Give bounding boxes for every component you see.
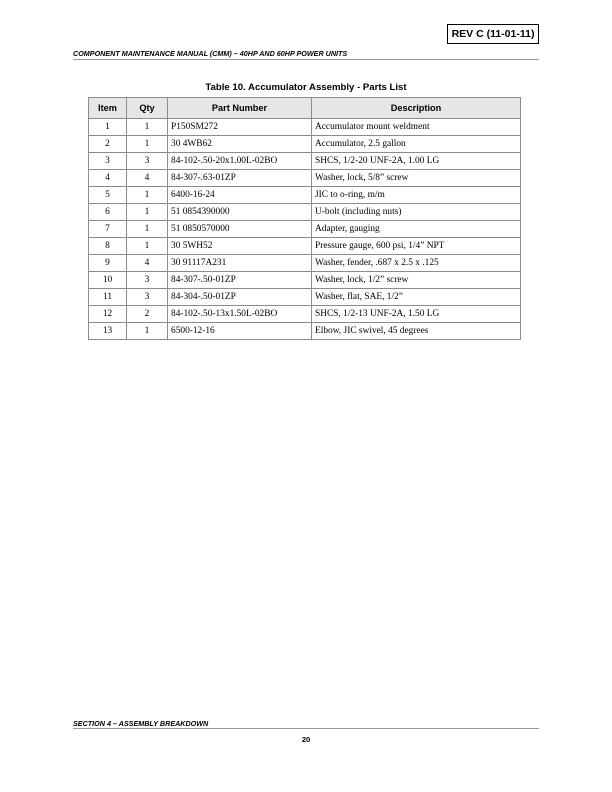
table-row xyxy=(89,272,521,289)
column-header-description: Description xyxy=(312,98,521,119)
item-cell: 9 xyxy=(89,255,127,272)
table-row xyxy=(89,323,521,340)
part-number-cell: P150SM272 xyxy=(168,119,312,136)
part-number-cell: 30 4WB62 xyxy=(168,136,312,153)
item-cell: 5 xyxy=(89,187,127,204)
part-number-cell: 84-102-.50-20x1.00L-02BO xyxy=(168,153,312,170)
part-number-cell: 30 5WH52 xyxy=(168,238,312,255)
part-number-cell: 84-307-.50-01ZP xyxy=(168,272,312,289)
item-cell: 11 xyxy=(89,289,127,306)
item-cell: 10 xyxy=(89,272,127,289)
table-row xyxy=(89,119,521,136)
qty-cell: 3 xyxy=(127,272,168,289)
item-cell: 6 xyxy=(89,204,127,221)
item-cell: 4 xyxy=(89,170,127,187)
column-header-item: Item xyxy=(89,98,127,119)
qty-cell: 1 xyxy=(127,221,168,238)
table-header-row xyxy=(89,98,521,119)
qty-cell: 1 xyxy=(127,187,168,204)
table-row xyxy=(89,204,521,221)
table-row xyxy=(89,306,521,323)
part-number-cell: 30 91117A231 xyxy=(168,255,312,272)
part-number-cell: 6400-16-24 xyxy=(168,187,312,204)
item-cell: 12 xyxy=(89,306,127,323)
table-caption: Table 10. Accumulator Assembly - Parts List xyxy=(205,82,407,93)
table-row xyxy=(89,221,521,238)
item-cell: 2 xyxy=(89,136,127,153)
page-number: 20 xyxy=(301,735,311,744)
item-cell: 3 xyxy=(89,153,127,170)
description-cell: Accumulator, 2.5 gallon xyxy=(312,136,521,153)
description-cell: Washer, lock, 1/2” screw xyxy=(312,272,521,289)
part-number-cell: 84-304-.50-01ZP xyxy=(168,289,312,306)
qty-cell: 1 xyxy=(127,238,168,255)
item-cell: 8 xyxy=(89,238,127,255)
part-number-cell: 6500-12-16 xyxy=(168,323,312,340)
description-cell: Adapter, gauging xyxy=(312,221,521,238)
table-row xyxy=(89,136,521,153)
qty-cell: 1 xyxy=(127,323,168,340)
column-header-qty: Qty xyxy=(127,98,168,119)
header-rule xyxy=(73,59,539,60)
description-cell: SHCS, 1/2-20 UNF-2A, 1.00 LG xyxy=(312,153,521,170)
part-number-cell: 51 0850570000 xyxy=(168,221,312,238)
description-cell: SHCS, 1/2-13 UNF-2A, 1.50 LG xyxy=(312,306,521,323)
revision-box: REV C (11-01-11) xyxy=(447,24,539,44)
description-cell: U-bolt (including nuts) xyxy=(312,204,521,221)
part-number-cell: 84-102-.50-13x1.50L-02BO xyxy=(168,306,312,323)
description-cell: Pressure gauge, 600 psi, 1/4” NPT xyxy=(312,238,521,255)
table-row xyxy=(89,289,521,306)
footer-rule xyxy=(73,728,539,729)
description-cell: JIC to o-ring, m/m xyxy=(312,187,521,204)
qty-cell: 2 xyxy=(127,306,168,323)
description-cell: Accumulator mount weldment xyxy=(312,119,521,136)
qty-cell: 1 xyxy=(127,136,168,153)
description-cell: Elbow, JIC swivel, 45 degrees xyxy=(312,323,521,340)
qty-cell: 3 xyxy=(127,289,168,306)
qty-cell: 4 xyxy=(127,255,168,272)
table-row xyxy=(89,187,521,204)
item-cell: 13 xyxy=(89,323,127,340)
qty-cell: 1 xyxy=(127,119,168,136)
item-cell: 1 xyxy=(89,119,127,136)
column-header-part-number: Part Number xyxy=(168,98,312,119)
qty-cell: 4 xyxy=(127,170,168,187)
table-row xyxy=(89,153,521,170)
description-cell: Washer, fender, .687 x 2.5 x .125 xyxy=(312,255,521,272)
parts-list-table xyxy=(88,97,521,340)
part-number-cell: 51 0854390000 xyxy=(168,204,312,221)
footer-section-title: SECTION 4 – ASSEMBLY BREAKDOWN xyxy=(73,719,209,728)
table-row xyxy=(89,238,521,255)
table-row xyxy=(89,255,521,272)
table-row xyxy=(89,170,521,187)
qty-cell: 3 xyxy=(127,153,168,170)
item-cell: 7 xyxy=(89,221,127,238)
qty-cell: 1 xyxy=(127,204,168,221)
part-number-cell: 84-307-.63-01ZP xyxy=(168,170,312,187)
description-cell: Washer, lock, 5/8” screw xyxy=(312,170,521,187)
manual-title: COMPONENT MAINTENANCE MANUAL (CMM) – 40HP AND 60HP POWER UNITS xyxy=(73,49,348,58)
description-cell: Washer, flat, SAE, 1/2” xyxy=(312,289,521,306)
